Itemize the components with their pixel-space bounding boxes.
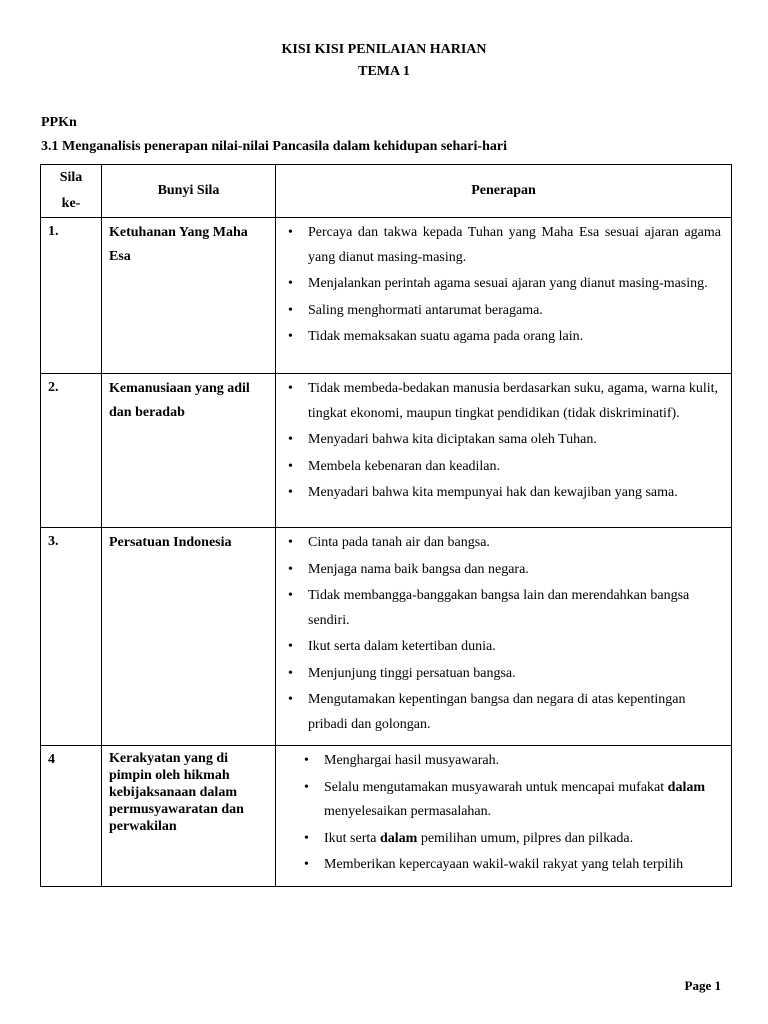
list-item: • Memberikan kepercayaan wakil-wakil rakyat yang telah terpilih	[302, 853, 721, 878]
list-item: • Tidak membangga-banggakan bangsa lain dan merendahkan bangsa sendiri.	[286, 584, 721, 633]
list-item: • Menyadari bahwa kita mempunyai hak dan kewajiban yang sama.	[286, 481, 721, 506]
list-item	[302, 776, 721, 825]
sila-name: Kerakyatan yang di pimpin oleh hikmah kebijaksanaan dalam permusyawaratan dan perwakilan	[102, 746, 276, 887]
penerapan-list	[276, 528, 731, 745]
sila-name: Ketuhanan Yang Maha Esa	[102, 218, 276, 374]
table-row	[41, 528, 732, 746]
table-row	[41, 218, 732, 374]
item-text-bold: dalam	[667, 779, 706, 795]
list-item: • Tidak membeda-bedakan manusia berdasarkan suku, agama, warna kulit, tingkat ekonomi, maupun tingkat pendidikan (tidak diskriminatif).	[286, 377, 721, 426]
sila-name: Kemanusiaan yang adil dan beradab	[102, 374, 276, 528]
penerapan-cell	[276, 528, 732, 746]
list-item: • Tidak memaksakan suatu agama pada orang lain.	[286, 325, 721, 350]
list-item: • Ikut serta dalam ketertiban dunia.	[286, 635, 721, 660]
penerapan-cell	[276, 746, 732, 887]
list-item: • Menjaga nama baik bangsa dan negara.	[286, 558, 721, 583]
header-sila	[41, 165, 102, 218]
header-sila-line2: ke-	[61, 196, 81, 211]
penerapan-cell	[276, 374, 732, 528]
competency-heading: 3.1 Menganalisis penerapan nilai-nilai Pancasila dalam kehidupan sehari-hari	[41, 139, 507, 154]
subject-heading: PPKn	[41, 115, 77, 130]
list-item	[302, 827, 721, 852]
item-text-pre: Ikut serta	[324, 830, 380, 846]
sila-number: 1.	[41, 218, 102, 374]
list-item: • Cinta pada tanah air dan bangsa.	[286, 531, 721, 556]
list-item: • Menghargai hasil musyawarah.	[302, 749, 721, 774]
sila-number: 3.	[41, 528, 102, 746]
list-item: • Menyadari bahwa kita diciptakan sama oleh Tuhan.	[286, 428, 721, 453]
page-number: Page 1	[684, 978, 721, 993]
item-text-bold: dalam	[379, 830, 418, 846]
sila-name: Persatuan Indonesia	[102, 528, 276, 746]
list-item: • Membela kebenaran dan keadilan.	[286, 455, 721, 480]
list-item: • Saling menghormati antarumat beragama.	[286, 299, 721, 324]
penerapan-list	[276, 374, 731, 514]
header-sila-line1: Sila	[59, 170, 83, 185]
penerapan-cell	[276, 218, 732, 374]
sila-number: 4	[41, 746, 102, 887]
item-text-post: pemilihan umum, pilpres dan pilkada.	[417, 830, 634, 846]
item-text-pre: Selalu mengutamakan musyawarah untuk mencapai mufakat	[324, 779, 668, 795]
item-text-post: menyelesaikan permasalahan.	[324, 804, 492, 819]
list-item: • Mengutamakan kepentingan bangsa dan negara di atas kepentingan pribadi dan golongan.	[286, 688, 721, 737]
document-subtitle: TEMA 1	[358, 64, 410, 79]
pancasila-table	[40, 164, 732, 887]
table-header-row	[41, 165, 732, 218]
penerapan-list	[276, 746, 731, 886]
header-bunyi: Bunyi Sila	[102, 165, 276, 218]
list-item: • Menjalankan perintah agama sesuai ajaran yang dianut masing-masing.	[286, 272, 721, 297]
document-title: KISI KISI PENILAIAN HARIAN	[281, 42, 487, 57]
table-row	[41, 746, 732, 887]
header-penerapan: Penerapan	[276, 165, 732, 218]
table-row	[41, 374, 732, 528]
list-item: • Percaya dan takwa kepada Tuhan yang Maha Esa sesuai ajaran agama yang dianut masing-masing.	[286, 221, 721, 270]
sila-number: 2.	[41, 374, 102, 528]
penerapan-list	[276, 218, 731, 358]
list-item: • Menjunjung tinggi persatuan bangsa.	[286, 662, 721, 687]
